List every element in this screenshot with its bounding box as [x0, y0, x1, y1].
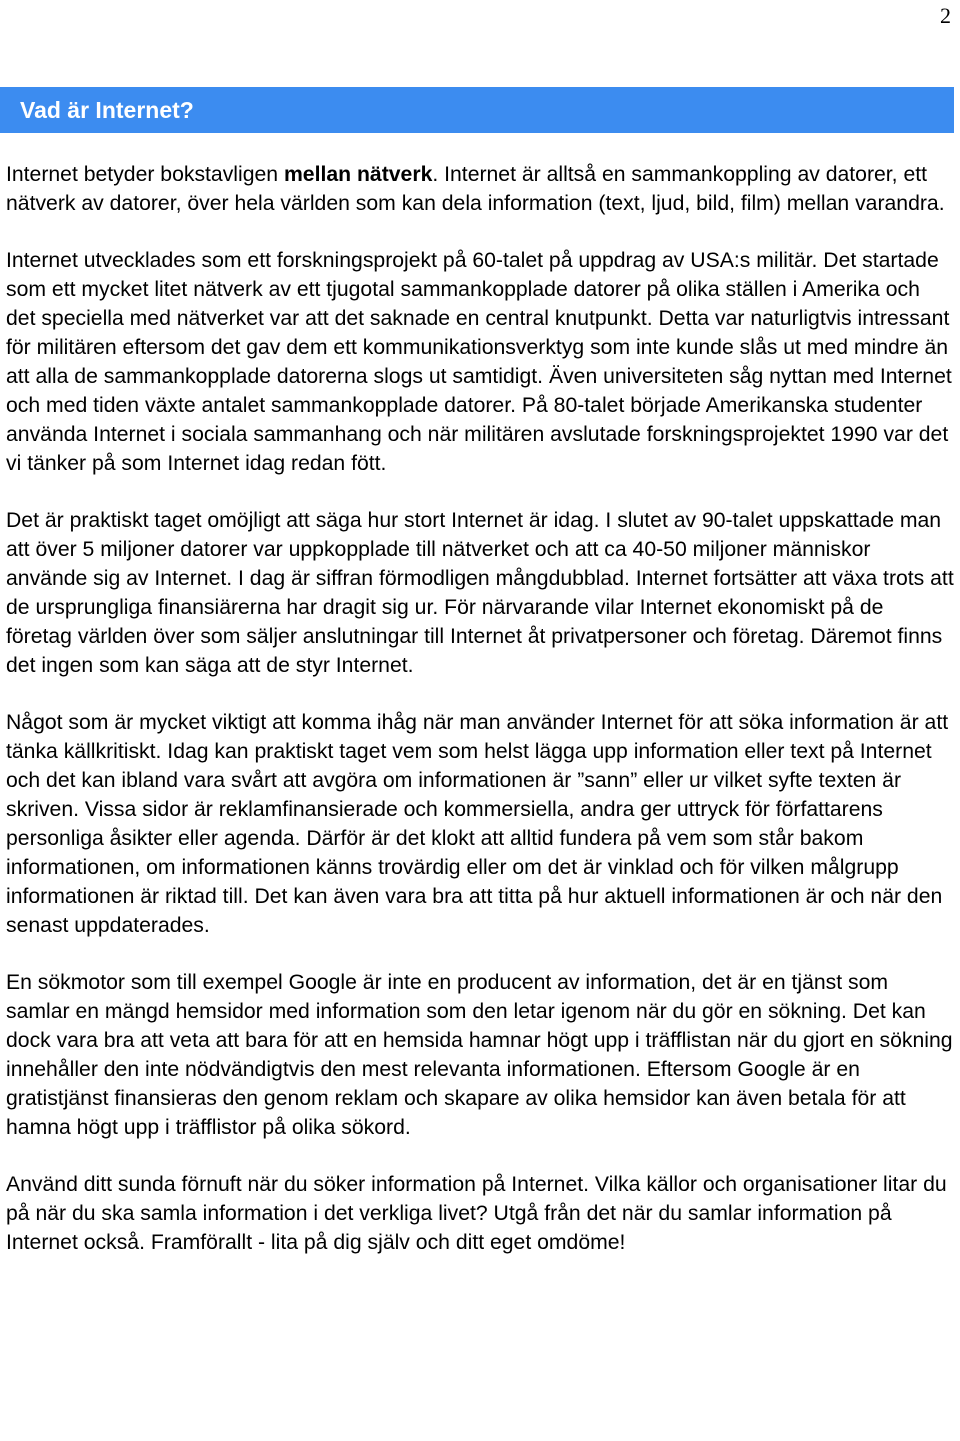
paragraph-search-engine: En sökmotor som till exempel Google är inte en producent av information, det är en tjänst som samlar en mängd hemsidor med information som den letar igenom när du gör en sökning. Det kan dock vara bra att veta att bara för att en hemsida hamnar högt upp i träfflistan när du gjort en sökning innehåller den inte nödvändigtvis den mest relevanta informationen. Eftersom Google är en gratistjänst finansieras den genom reklam och skapare av olika hemsidor kan även betala för att hamna högt upp i träfflistor på olika sökord.: [6, 971, 953, 1139]
intro-text-end: . Internet är alltså en sammankoppling av datorer, ett nätverk av datorer, över hela världen som kan dela information (text, ljud, bild, film) mellan varandra.: [6, 163, 945, 215]
section-title: Vad är Internet?: [20, 97, 194, 123]
section-header-bar: [0, 87, 954, 133]
paragraph-common-sense: Använd ditt sunda förnuft när du söker information på Internet. Vilka källor och organisationer litar du på när du ska samla information i det verkliga livet? Utgå från det när du samlar information på Internet också. Framförallt - lita på dig själv och ditt eget omdöme!: [6, 1173, 947, 1254]
paragraph-source-criticism: Något som är mycket viktigt att komma ihåg när man använder Internet för att söka information är att tänka källkritiskt. Idag kan praktiskt taget vem som helst lägga upp information eller text på Internet och det kan ibland vara svårt att avgöra om informationen är ”sann” eller ur vilket syfte texten är skriven. Vissa sidor är reklamfinansierade och kommersiella, andra ger uttryck för författarens personliga åsikter eller agenda. Därför är det klokt att alltid fundera på vem som står bakom informationen, om informationen känns trovärdig eller om det är vinklad och för vilken målgrupp informationen är riktad till. Det kan även vara bra att titta på hur aktuell informationen är och när den senast uppdaterades.: [6, 711, 949, 937]
document-body: [6, 160, 954, 1257]
page-number: 2: [940, 3, 951, 28]
paragraph-history: Internet utvecklades som ett forskningsprojekt på 60-talet på uppdrag av USA:s militär. Det startade som ett mycket litet nätverk av ett tjugotal sammankopplade datorer på olika ställen i Amerika och det speciella med nätverket var att det saknade en central knutpunkt. Detta var naturligtvis intressant för militären eftersom det gav dem ett kommunikationsverktyg som inte kunde slås ut med mindre än att alla de sammankopplade datorerna slogs ut samtidigt. Även universiteten såg nyttan med Internet och med tiden växte antalet sammankopplade datorer. På 80-talet började Amerikanska studenter använda Internet i sociala sammanhang och när militären avslutade forskningsprojektet 1990 var det vi tänker på som Internet idag redan fött.: [6, 249, 952, 475]
paragraph-size: Det är praktiskt taget omöjligt att säga hur stort Internet är idag. I slutet av 90-talet uppskattade man att över 5 miljoner datorer var uppkopplade till nätverket och att ca 40-50 miljoner människor använde sig av Internet. I dag är siffran förmodligen mångdubblad. Internet fortsätter att växa trots att de ursprungliga finansiärerna har dragit sig ur. För närvarande vilar Internet ekonomiskt på de företag världen över som säljer anslutningar till Internet åt privatpersoner och företag. Däremot finns det ingen som kan säga att de styr Internet.: [6, 509, 954, 677]
paragraph-intro: [6, 160, 954, 218]
intro-text-start: Internet betyder bokstavligen: [6, 163, 284, 186]
intro-bold-term: mellan nätverk: [283, 163, 433, 186]
